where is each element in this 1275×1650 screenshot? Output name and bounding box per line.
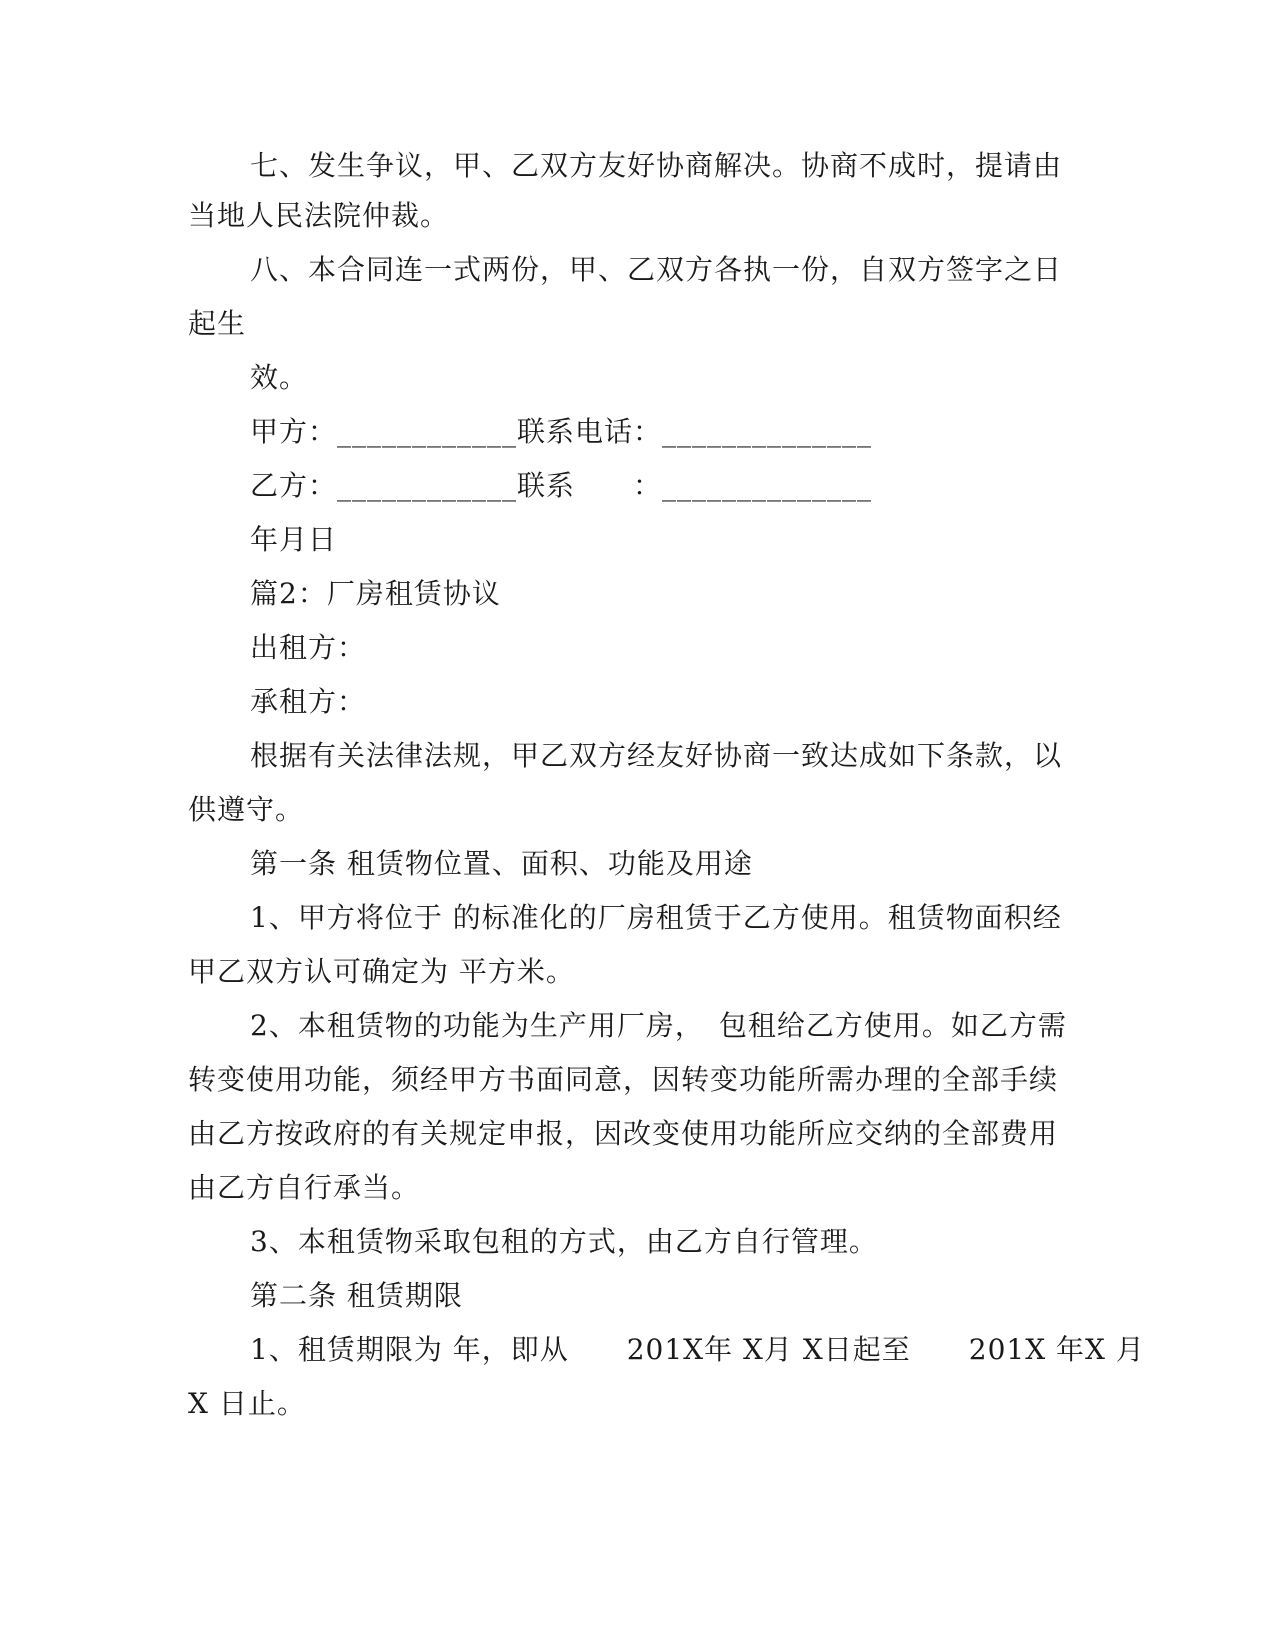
article-1-item-1-line-1: 1、甲方将位于 的标准化的厂房租赁于乙方使用。租赁物面积经 <box>250 901 1062 934</box>
article-1-item-2-line-1: 2、本租赁物的功能为生产用厂房， 包租给乙方使用。如乙方需 <box>250 1009 1067 1042</box>
article-1-item-2-line-4: 由乙方自行承当。 <box>188 1171 421 1204</box>
preamble-line-2: 供遵守。 <box>188 793 305 826</box>
lessee-line: 承租方： <box>250 685 367 718</box>
article-1-item-3: 3、本租赁物采取包租的方式，由乙方自行管理。 <box>250 1225 878 1258</box>
article-1-item-2-line-3: 由乙方按政府的有关规定申报，因改变使用功能所应交纳的全部费用 <box>188 1117 1059 1150</box>
clause-8-line-2: 起生 <box>188 307 247 340</box>
clause-7-line-1: 七、发生争议，甲、乙双方友好协商解决。协商不成时，提请由 <box>250 149 1063 182</box>
article-2-item-1-line-1: 1、租赁期限为 年，即从 201X年 X月 X日起至 201X 年X 月 <box>250 1333 1145 1366</box>
article-1-item-1-line-2: 甲乙双方认可确定为 平方米。 <box>188 955 575 988</box>
clause-8-line-3: 效。 <box>250 361 309 394</box>
lessor-line: 出租方： <box>250 631 367 664</box>
party-b-signature-line: 乙方：____________联系 ：______________ <box>250 469 873 502</box>
party-a-signature-line: 甲方：____________联系电话：______________ <box>250 415 873 448</box>
article-2-item-1-line-2: X 日止。 <box>188 1387 306 1420</box>
article-2-heading: 第二条 租赁期限 <box>250 1279 463 1312</box>
preamble-line-1: 根据有关法律法规，甲乙双方经友好协商一致达成如下条款，以 <box>250 739 1063 772</box>
clause-8-line-1: 八、本合同连一式两份，甲、乙双方各执一份，自双方签字之日 <box>250 253 1063 286</box>
date-line: 年月日 <box>250 523 338 556</box>
clause-7-line-2: 当地人民法院仲裁。 <box>188 199 450 232</box>
article-1-item-2-line-2: 转变使用功能，须经甲方书面同意，因转变功能所需办理的全部手续 <box>188 1063 1059 1096</box>
article-1-heading: 第一条 租赁物位置、面积、功能及用途 <box>250 847 753 880</box>
section-title: 篇2：厂房租赁协议 <box>250 577 501 610</box>
